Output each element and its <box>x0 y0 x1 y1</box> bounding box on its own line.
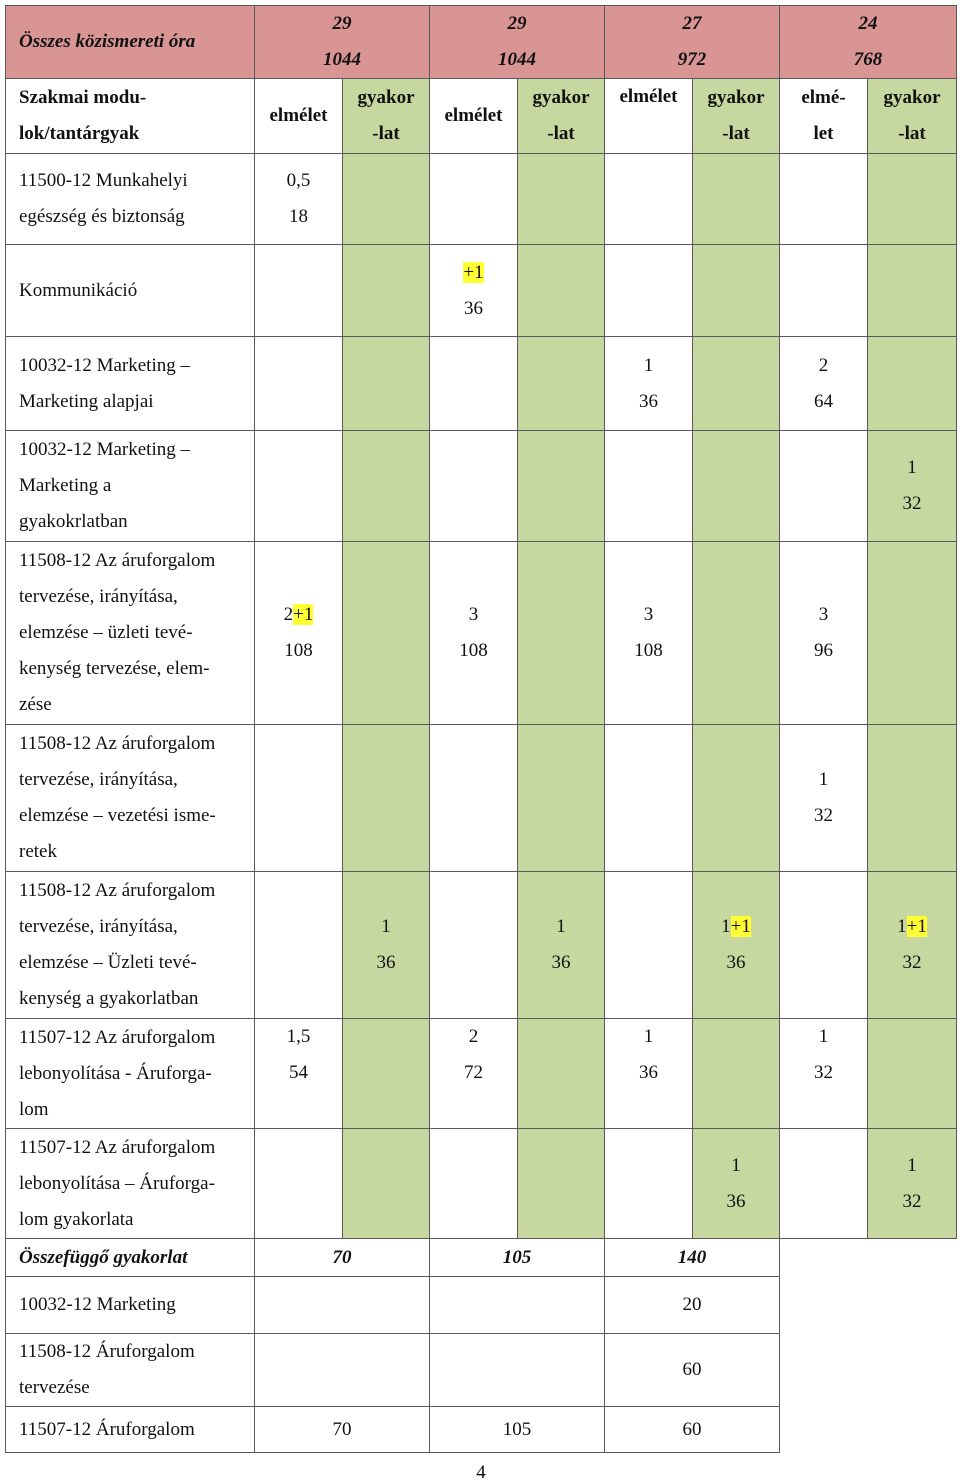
weekly-hours: 1 <box>643 354 654 376</box>
annual-hours: 32 <box>902 1190 922 1212</box>
table-row <box>6 431 957 542</box>
cell-practice-2 <box>518 725 605 872</box>
summer-year-3: 60 <box>605 1334 780 1407</box>
cell-theory-1 <box>255 431 343 542</box>
module-label <box>6 154 255 245</box>
practice-header-3-line-1: gyakor <box>707 87 765 108</box>
cell-theory-2 <box>430 154 518 245</box>
cell-practice-1 <box>343 431 430 542</box>
cell-theory-1 <box>255 725 343 872</box>
cell-theory-4 <box>780 431 868 542</box>
weekly-hours: 1 <box>818 769 829 790</box>
label-line: elemzése – Üzleti tevé- <box>19 952 197 973</box>
base-value: 1 <box>897 916 907 937</box>
cell-practice-4 <box>868 337 957 431</box>
label-line: 11500-12 Munkahelyi <box>19 170 188 191</box>
practice-header-1 <box>343 79 430 154</box>
module-label <box>6 1129 255 1239</box>
curriculum-table <box>5 5 957 1453</box>
cell-practice-4 <box>868 1129 957 1239</box>
annual-hours: 36 <box>376 952 396 973</box>
cell-theory-3 <box>605 1129 693 1239</box>
year-3-total <box>605 6 780 79</box>
label-line: kenység tervezése, elem- <box>19 658 210 679</box>
cell-practice-1 <box>343 245 430 337</box>
summer-year-2 <box>430 1277 605 1334</box>
theory-header-4-line-1: elmé- <box>801 87 846 108</box>
year-2-total <box>430 6 605 79</box>
table-row <box>6 337 957 431</box>
cell-practice-3 <box>693 337 780 431</box>
cell-practice-3 <box>693 245 780 337</box>
annual-hours: 32 <box>814 805 833 826</box>
cell-practice-2 <box>518 337 605 431</box>
weekly-hours <box>693 909 779 945</box>
weekly-hours: 1,5 <box>286 1026 311 1047</box>
label-line: tervezése, irányítása, <box>19 586 178 607</box>
cell-theory-3 <box>605 872 693 1019</box>
year-4-weekly: 24 <box>858 13 878 34</box>
cell-practice-3 <box>693 1129 780 1239</box>
module-label <box>6 431 255 542</box>
label-line: elemzése – vezetési isme- <box>19 805 216 826</box>
cell-practice-2 <box>518 1019 605 1129</box>
practice-header-1-line-2: -lat <box>372 123 400 144</box>
module-label <box>6 872 255 1019</box>
cell-theory-2 <box>430 725 518 872</box>
year-4-annual: 768 <box>853 49 883 70</box>
page-number: 4 <box>476 1462 486 1483</box>
weekly-hours: 0,5 <box>286 170 311 191</box>
label-line: 11508-12 Az áruforgalom <box>19 733 216 754</box>
cell-practice-2 <box>518 542 605 725</box>
summer-practice-year-2: 105 <box>430 1239 605 1277</box>
annual-hours: 36 <box>551 952 571 973</box>
annual-hours: 36 <box>464 297 483 319</box>
label-line: tervezése <box>19 1377 90 1398</box>
cell-theory-2 <box>430 542 518 725</box>
cell-practice-2 <box>518 245 605 337</box>
practice-header-4-line-2: -lat <box>898 123 926 144</box>
cell-practice-4 <box>868 872 957 1019</box>
module-label <box>6 1019 255 1129</box>
weekly-hours: 1 <box>907 1154 917 1176</box>
cell-theory-2 <box>430 872 518 1019</box>
annual-hours: 36 <box>639 1062 658 1083</box>
annual-hours: 108 <box>634 640 663 661</box>
weekly-hours <box>430 255 517 291</box>
practice-header-2 <box>518 79 605 154</box>
summer-year-3: 60 <box>605 1407 780 1453</box>
cell-practice-1 <box>343 337 430 431</box>
cell-theory-3 <box>605 725 693 872</box>
weekly-hours <box>868 909 956 945</box>
year-3-annual: 972 <box>677 49 707 70</box>
theory-header-3-text: elmélet <box>619 86 678 107</box>
cell-theory-1 <box>255 872 343 1019</box>
cell-theory-1 <box>255 154 343 245</box>
label-line: Marketing alapjai <box>19 390 154 412</box>
label-line: retek <box>19 841 57 862</box>
label-line: 10032-12 Marketing – <box>19 354 190 376</box>
label-line: 10032-12 Marketing – <box>19 439 190 460</box>
cell-theory-1 <box>255 337 343 431</box>
table-row <box>6 872 957 1019</box>
theory-header-1: elmélet <box>255 79 343 154</box>
annual-hours: 64 <box>814 390 833 412</box>
total-hours-label: Összes közismereti óra <box>6 6 255 79</box>
module-label <box>6 542 255 725</box>
summer-module-label <box>6 1334 255 1407</box>
summer-year-3: 20 <box>605 1277 780 1334</box>
weekly-hours: 2 <box>818 354 829 376</box>
summer-practice-year-1: 70 <box>255 1239 430 1277</box>
label-line: lom <box>19 1098 49 1120</box>
year-1-total <box>255 6 430 79</box>
cell-theory-2 <box>430 1019 518 1129</box>
annual-hours: 96 <box>814 640 833 661</box>
practice-header-1-line-1: gyakor <box>357 87 415 108</box>
cell-theory-1 <box>255 542 343 725</box>
label-line: lom gyakorlata <box>19 1208 134 1230</box>
highlighted-value: +1 <box>293 604 314 625</box>
theory-header-4-line-2: let <box>813 123 834 144</box>
cell-theory-1 <box>255 1019 343 1129</box>
annual-hours: 32 <box>902 952 922 973</box>
year-3-weekly: 27 <box>682 13 702 34</box>
label-line: lebonyolítása - Áruforga- <box>19 1062 212 1084</box>
summer-year-2 <box>430 1334 605 1407</box>
label-line: gyakokrlatban <box>19 511 128 532</box>
cell-theory-3 <box>605 337 693 431</box>
summer-module-label <box>6 1277 255 1334</box>
label-line: lebonyolítása – Áruforga- <box>19 1172 215 1194</box>
label-line: tervezése, irányítása, <box>19 769 178 790</box>
label-line: 11507-12 Az áruforgalom <box>19 1026 216 1048</box>
cell-theory-1 <box>255 1129 343 1239</box>
label-line: 11508-12 Az áruforgalom <box>19 550 216 571</box>
cell-practice-2 <box>518 872 605 1019</box>
cell-theory-2 <box>430 431 518 542</box>
weekly-hours: 1 <box>556 916 566 937</box>
cell-theory-4 <box>780 1129 868 1239</box>
annual-hours: 18 <box>289 206 308 227</box>
cell-theory-4 <box>780 872 868 1019</box>
summer-year-1 <box>255 1334 430 1407</box>
modules-header-line-2: lok/tantárgyak <box>19 123 140 144</box>
cell-practice-1 <box>343 725 430 872</box>
practice-header-3-line-2: -lat <box>722 123 750 144</box>
cell-practice-1 <box>343 1129 430 1239</box>
theory-header-4 <box>780 79 868 154</box>
cell-theory-4 <box>780 725 868 872</box>
weekly-hours: 3 <box>643 604 654 625</box>
cell-theory-4 <box>780 245 868 337</box>
annual-hours: 36 <box>639 390 658 412</box>
year-1-annual: 1044 <box>323 49 361 70</box>
cell-theory-4 <box>780 1019 868 1129</box>
cell-theory-2 <box>430 1129 518 1239</box>
table-row <box>6 725 957 872</box>
table-row <box>6 154 957 245</box>
table-row <box>6 1019 957 1129</box>
label-line: 10032-12 Marketing <box>19 1294 176 1315</box>
weekly-hours: 1 <box>381 916 391 937</box>
summer-practice-label: Összefüggő gyakorlat <box>6 1239 255 1277</box>
cell-theory-2 <box>430 337 518 431</box>
cell-practice-3 <box>693 872 780 1019</box>
theory-header-2: elmélet <box>430 79 518 154</box>
cell-practice-3 <box>693 725 780 872</box>
summer-year-1: 70 <box>255 1407 430 1453</box>
label-line: zése <box>19 694 52 715</box>
header-total-row <box>6 6 957 79</box>
year-4-total <box>780 6 957 79</box>
summer-practice-row <box>6 1239 957 1277</box>
practice-header-4 <box>868 79 957 154</box>
summer-year-2: 105 <box>430 1407 605 1453</box>
practice-header-2-line-2: -lat <box>547 123 575 144</box>
weekly-hours: 3 <box>818 604 829 625</box>
cell-practice-2 <box>518 431 605 542</box>
cell-practice-1 <box>343 542 430 725</box>
module-label <box>6 337 255 431</box>
annual-hours: 36 <box>726 952 746 973</box>
table-row <box>6 1129 957 1239</box>
year-1-weekly: 29 <box>332 13 352 34</box>
highlighted-value: +1 <box>906 916 927 937</box>
cell-practice-3 <box>693 542 780 725</box>
summer-year-1 <box>255 1277 430 1334</box>
cell-practice-4 <box>868 542 957 725</box>
label-line: tervezése, irányítása, <box>19 916 178 937</box>
label-line: Marketing a <box>19 475 112 496</box>
annual-hours: 108 <box>459 640 488 661</box>
table-row <box>6 542 957 725</box>
modules-header-line-1: Szakmai modu- <box>19 87 147 108</box>
annual-hours: 36 <box>726 1190 746 1212</box>
cell-theory-4 <box>780 542 868 725</box>
annual-hours: 72 <box>464 1062 483 1083</box>
highlighted-value: +1 <box>463 261 484 283</box>
cell-theory-3 <box>605 542 693 725</box>
label-line: elemzése – üzleti tevé- <box>19 622 193 643</box>
cell-practice-2 <box>518 1129 605 1239</box>
label-line: egészség és biztonság <box>19 206 185 227</box>
weekly-hours: 3 <box>468 604 479 625</box>
cell-practice-4 <box>868 725 957 872</box>
cell-practice-3 <box>693 431 780 542</box>
base-value: 1 <box>721 916 731 937</box>
cell-practice-1 <box>343 154 430 245</box>
empty-area <box>780 1239 957 1453</box>
cell-practice-1 <box>343 1019 430 1129</box>
base-value: 2 <box>283 604 294 625</box>
weekly-hours <box>255 597 342 633</box>
header-columns-row <box>6 79 957 154</box>
cell-practice-3 <box>693 1019 780 1129</box>
cell-theory-4 <box>780 337 868 431</box>
weekly-hours: 1 <box>731 1154 741 1176</box>
label-line: 11507-12 Az áruforgalom <box>19 1136 216 1158</box>
practice-header-4-line-1: gyakor <box>883 87 941 108</box>
annual-hours: 32 <box>814 1062 833 1083</box>
cell-theory-2 <box>430 245 518 337</box>
cell-theory-1 <box>255 245 343 337</box>
year-2-weekly: 29 <box>507 13 527 34</box>
label-line: 11507-12 Áruforgalom <box>19 1418 195 1440</box>
practice-header-2-line-1: gyakor <box>532 87 590 108</box>
label-line: 11508-12 Áruforgalom <box>19 1341 195 1362</box>
module-label <box>6 725 255 872</box>
cell-practice-3 <box>693 154 780 245</box>
cell-practice-4 <box>868 245 957 337</box>
module-label <box>6 245 255 337</box>
cell-practice-4 <box>868 431 957 542</box>
weekly-hours: 1 <box>643 1026 654 1047</box>
annual-hours: 54 <box>289 1062 308 1083</box>
cell-practice-1 <box>343 872 430 1019</box>
highlighted-value: +1 <box>730 916 751 937</box>
modules-header <box>6 79 255 154</box>
cell-theory-4 <box>780 154 868 245</box>
annual-hours: 32 <box>902 493 922 514</box>
annual-hours: 108 <box>284 640 313 661</box>
cell-theory-3 <box>605 245 693 337</box>
summer-module-label <box>6 1407 255 1453</box>
cell-theory-3 <box>605 154 693 245</box>
cell-practice-2 <box>518 154 605 245</box>
cell-theory-3 <box>605 431 693 542</box>
cell-theory-3 <box>605 1019 693 1129</box>
label-line: 11508-12 Az áruforgalom <box>19 880 216 901</box>
cell-practice-4 <box>868 1019 957 1129</box>
theory-header-3 <box>605 79 693 154</box>
practice-header-3 <box>693 79 780 154</box>
weekly-hours: 1 <box>907 457 917 478</box>
label-line: kenység a gyakorlatban <box>19 988 199 1009</box>
weekly-hours: 2 <box>468 1026 479 1047</box>
year-2-annual: 1044 <box>498 49 536 70</box>
table-row <box>6 245 957 337</box>
label-line: Kommunikáció <box>19 279 138 301</box>
weekly-hours: 1 <box>818 1026 829 1047</box>
summer-practice-year-3: 140 <box>605 1239 780 1277</box>
cell-practice-4 <box>868 154 957 245</box>
